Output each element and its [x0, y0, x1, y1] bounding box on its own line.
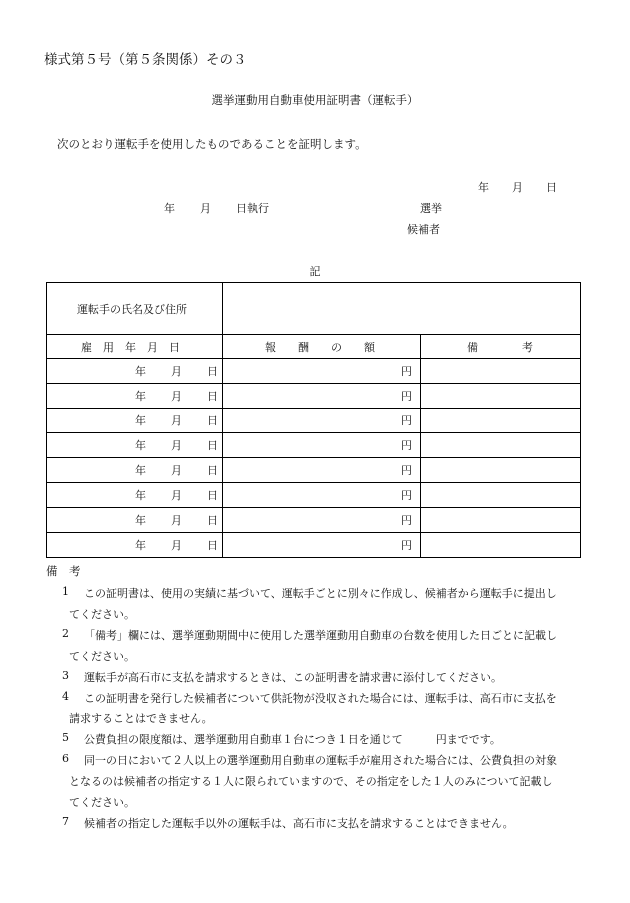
- hire-date-cell: [47, 433, 223, 457]
- yen-label: 円: [401, 364, 412, 378]
- day-label: 日: [207, 439, 218, 453]
- year-label: 年: [135, 464, 146, 478]
- amount-cell: [223, 433, 421, 457]
- note-line: てください。: [69, 796, 135, 809]
- amount-cell: [223, 533, 421, 558]
- year-label: 年: [135, 439, 146, 453]
- header-hire-date-cell: [47, 335, 223, 358]
- month-label: 月: [171, 414, 182, 428]
- exec-day-label: 日執行: [236, 202, 269, 215]
- hire-date-cell: [47, 359, 223, 383]
- table-row: [47, 483, 580, 508]
- document-title: 選挙運動用自動車使用証明書（運転手）: [211, 93, 419, 107]
- note-number: 2: [62, 626, 69, 640]
- hire-date-cell: [47, 483, 223, 507]
- year-label: 年: [135, 488, 146, 502]
- remarks-cell: [421, 458, 580, 482]
- hire-date-cell: [47, 384, 223, 408]
- hire-date-cell: [47, 508, 223, 532]
- year-label: 年: [135, 538, 146, 552]
- year-label: 年: [135, 414, 146, 428]
- hire-date-cell: [47, 533, 223, 558]
- note-number: 3: [62, 668, 69, 682]
- table-row: [47, 384, 580, 409]
- month-label: 月: [171, 513, 182, 527]
- day-label: 日: [207, 488, 218, 502]
- table-row: [47, 508, 580, 533]
- day-label: 日: [207, 538, 218, 552]
- date-year-label: 年: [478, 181, 489, 194]
- exec-month-label: 月: [200, 202, 211, 215]
- amount-cell: [223, 409, 421, 433]
- table-row: [47, 458, 580, 483]
- yen-label: 円: [401, 513, 412, 527]
- header-hire-date: 雇 用 年 月 日: [81, 340, 180, 354]
- date-day-label: 日: [546, 181, 557, 194]
- remarks-cell: [421, 533, 580, 558]
- yen-label: 円: [401, 389, 412, 403]
- header-amount-cell: [223, 335, 421, 358]
- note-number: 6: [62, 752, 69, 766]
- remarks-cell: [421, 384, 580, 408]
- year-label: 年: [135, 389, 146, 403]
- hire-date-cell: [47, 458, 223, 482]
- note-line: てください。: [69, 607, 135, 621]
- yen-label: 円: [401, 414, 412, 428]
- remarks-cell: [421, 508, 580, 532]
- amount-cell: [223, 483, 421, 507]
- month-label: 月: [171, 439, 182, 453]
- yen-label: 円: [401, 464, 412, 478]
- month-label: 月: [171, 538, 182, 552]
- note-line: この証明書は、使用の実績に基づいて、運転手ごとに別々に作成し、候補者から運転手に提出し: [84, 587, 557, 600]
- note-line: 請求することはできません。: [69, 712, 213, 726]
- candidate-label: 候補者: [407, 223, 440, 236]
- amount-cell: [223, 458, 421, 482]
- intro-statement: 次のとおり運転手を使用したものであることを証明します。: [57, 137, 367, 151]
- yen-label: 円: [401, 538, 412, 552]
- ki-label: 記: [309, 265, 321, 278]
- notes-heading: 備 考: [46, 564, 81, 578]
- amount-cell: [223, 359, 421, 383]
- table-row: [47, 359, 580, 384]
- year-label: 年: [135, 364, 146, 378]
- remarks-cell: [421, 433, 580, 457]
- driver-label: 運転手の氏名及び住所: [77, 302, 187, 316]
- day-label: 日: [207, 364, 218, 378]
- note-line: 同一の日において２人以上の選挙運動用自動車の運転手が雇用された場合には、公費負担の対象: [84, 754, 557, 768]
- table-row: [47, 409, 580, 434]
- remarks-cell: [421, 483, 580, 507]
- note-number: 7: [62, 814, 69, 828]
- amount-cell: [223, 508, 421, 532]
- table-header-row: [47, 335, 580, 359]
- driver-info-row: [47, 283, 580, 335]
- note-number: 1: [62, 585, 69, 598]
- election-label: 選挙: [420, 202, 442, 215]
- date-month-label: 月: [512, 181, 523, 194]
- day-label: 日: [207, 513, 218, 527]
- day-label: 日: [207, 464, 218, 478]
- yen-label: 円: [401, 439, 412, 453]
- exec-year-label: 年: [164, 202, 175, 215]
- note-line: 運転手が高石市に支払を請求するときは、この証明書を請求書に添付してください。: [84, 670, 502, 684]
- day-label: 日: [207, 414, 218, 428]
- note-line: 「備考」欄には、選挙運動期間中に使用した選挙運動用自動車の台数を使用した日ごとに記載し: [84, 628, 557, 642]
- note-line: 候補者の指定した運転手以外の運転手は、高石市に支払を請求することはできません。: [84, 816, 514, 830]
- hire-date-cell: [47, 409, 223, 433]
- note-number: 4: [62, 689, 69, 703]
- yen-label: 円: [401, 488, 412, 502]
- table-row: [47, 533, 580, 558]
- year-label: 年: [135, 513, 146, 527]
- note-line: この証明書を発行した候補者について供託物が没収された場合には、運転手は、高石市に支払を: [84, 691, 557, 705]
- driver-value-cell: [223, 283, 580, 334]
- remarks-cell: [421, 359, 580, 383]
- note-line: てください。: [69, 649, 135, 663]
- month-label: 月: [171, 488, 182, 502]
- amount-cell: [223, 384, 421, 408]
- day-label: 日: [207, 389, 218, 403]
- form-number: 様式第５号（第５条関係）その３: [44, 52, 247, 68]
- month-label: 月: [171, 364, 182, 378]
- header-amount: 報 酬 の 額: [265, 340, 375, 354]
- note-line: となるのは候補者の指定する１人に限られていますので、その指定をした１人のみについて記載し: [69, 775, 553, 789]
- table-row: [47, 433, 580, 458]
- note-number: 5: [62, 731, 69, 745]
- driver-label-cell: [47, 283, 223, 334]
- header-remarks-cell: [421, 335, 580, 358]
- note-line: 公費負担の限度額は、選挙運動用自動車１台につき１日を通じて 円までです。: [84, 733, 501, 747]
- certificate-table: [46, 282, 581, 558]
- remarks-cell: [421, 409, 580, 433]
- header-remarks: 備 考: [467, 340, 533, 354]
- month-label: 月: [171, 464, 182, 478]
- month-label: 月: [171, 389, 182, 403]
